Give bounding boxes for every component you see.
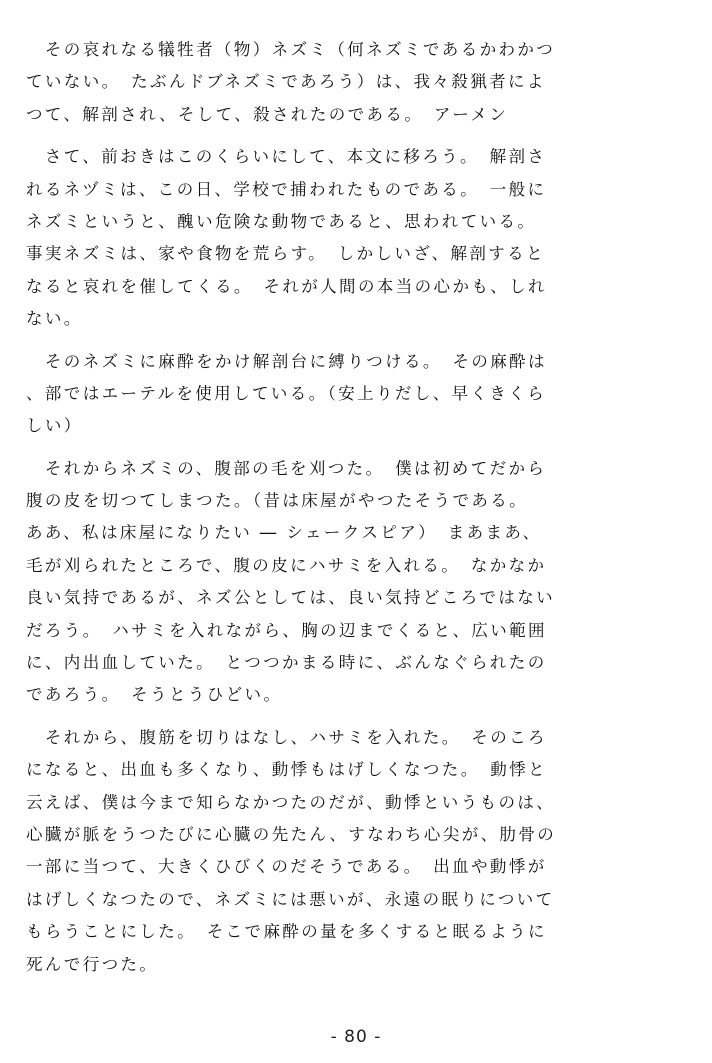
text-line: であろう。 そうとうひどい。 [26, 685, 283, 705]
text-line: 心臓が脈をうつたびに心臓の先たん、すなわち心尖が、肋骨の [26, 824, 557, 844]
text-line: 腹の皮を切つてしまつた。（昔は床屋がやつたそうである。 [26, 491, 529, 511]
paragraph-gap [26, 336, 666, 346]
text-line: その哀れなる犠牲者（物）ネズミ（何ネズミであるかわかつ [26, 40, 556, 59]
page-number: - 80 - [330, 1027, 382, 1047]
text-line: 云えば、僕は今まで知らなかつたのだが、動悸というものは、 [26, 792, 556, 812]
text-line: 事実ネズミは、家や食物を荒らす。 しかしいざ、解剖すると [26, 244, 545, 264]
text-line: 死んで行つた。 [26, 954, 159, 974]
paragraph [26, 34, 666, 131]
paragraph [26, 722, 666, 981]
text-line: それからネズミの、腹部の毛を刈つた。 僕は初めてだから [26, 458, 547, 478]
text-line: そのネズミに麻酔をかけ解剖台に縛りつける。 その麻酔は [26, 351, 547, 371]
text-line: 、部ではエーテルを使用している。（安上りだし、早くきくら [26, 383, 547, 403]
text-line: になると、出血も多くなり、動悸もはげしくなつた。 動悸と [26, 760, 547, 780]
text-line: 良い気持であるが、ネズ公としては、良い気持どころではない [26, 588, 556, 608]
text-line: さて、前おきはこのくらいにして、本文に移ろう。 解剖さ [26, 147, 547, 167]
text-line: はげしくなつたので、ネズミには悪いが、永遠の眠りについて [26, 889, 555, 909]
paragraph-gap [26, 712, 666, 722]
paragraph [26, 346, 666, 443]
body-text [26, 34, 666, 981]
text-line: 一部に当つて、大きくひびくのだそうである。 出血や動悸が [26, 857, 547, 877]
text-line: それから、腹筋を切りはなし、ハサミを入れた。 そのころ [26, 727, 547, 747]
text-line: れるネヅミは、この日、学校で捕われたものである。 一般に [26, 179, 547, 199]
text-line: に、内出血していた。 とつつかまる時に、ぶんなぐられたの [26, 653, 547, 673]
paragraph-gap [26, 131, 666, 141]
paragraph-gap [26, 443, 666, 453]
text-line: ていない。 たぶんドブネズミであろう）は、我々殺猟者によ [26, 72, 546, 92]
text-line: だろう。 ハサミを入れながら、胸の辺までくると、広い範囲 [26, 620, 547, 640]
text-line: つて、解剖され、そして、殺されたのである。 アーメン [26, 104, 509, 124]
paragraph [26, 453, 666, 712]
text-line: なると哀れを催してくる。 それが人間の本当の心かも、しれ [26, 276, 547, 296]
paragraph [26, 141, 666, 335]
text-line: しい） [26, 416, 83, 436]
text-line: 毛が刈られたところで、腹の皮にハサミを入れる。 なかなか [26, 555, 547, 575]
text-line: ない。 [26, 309, 83, 329]
text-line: もらうことにした。 そこで麻酔の量を多くすると眠るように [26, 922, 547, 942]
text-line: ああ、私は床屋になりたい ― シェークスピア） まあまあ、 [26, 523, 542, 543]
text-line: ネズミというと、醜い危険な動物であると、思われている。 [26, 211, 537, 231]
